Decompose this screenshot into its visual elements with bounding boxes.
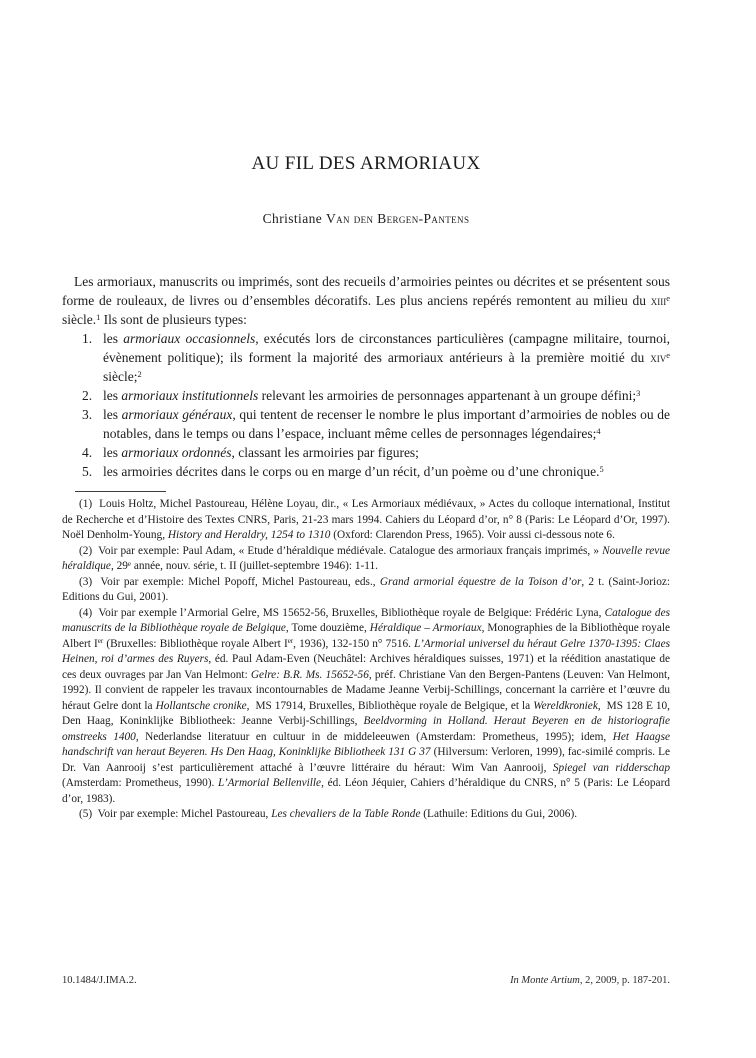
list-item-number: 3. (82, 407, 93, 422)
journal-citation: In Monte Artium, 2, 2009, p. 187-201. (510, 975, 670, 986)
author-name: Christiane Van den Bergen-Pantens (262, 211, 470, 226)
intro-paragraph: Les armoriaux, manuscrits ou imprimés, sont des recueils d’armoiries peintes ou décrites et se présentent sous forme de rouleaux, de livres ou d’ensembles décoratifs. Les plus anciens repérés remontent au milieu du xiii$^e$ siècle.$^1$ Ils sont de plusieurs types: (62, 274, 670, 327)
doi-text: 10.1484/J.IMA.2. (62, 975, 137, 986)
list-item (62, 386, 670, 405)
list-item-text: les armoriaux ordonnés, classant les armoiries par figures; (103, 445, 419, 460)
footnote-separator (75, 491, 166, 492)
list-item (62, 462, 670, 481)
list-item-number: 2. (82, 388, 93, 403)
list-item (62, 443, 670, 462)
list-item-text: les armoriaux occasionnels, exécutés lors de circonstances particulières (campagne militaire, tournoi, évènement politique); ils forment la majorité des armoriaux antérieurs à la première moitié du xiv$^e$ siècle;$^2$ (103, 331, 671, 384)
list-item-text: les armoriaux institutionnels relevant les armoiries de personnages appartenant à un groupe défini;$^3$ (103, 388, 641, 403)
page-title: AU FIL DES ARMORIAUX (251, 153, 481, 174)
footnotes-section (62, 497, 670, 823)
page-footer (62, 975, 670, 986)
article-body (62, 272, 670, 481)
armorial-types-list (62, 329, 670, 481)
list-item-number: 4. (82, 445, 93, 460)
list-item-text: les armoriaux généraux, qui tentent de recenser le nombre le plus important d’armoiries de nobles ou de notables, dans le temps ou dans l’espace, incluant même celles de personnages légendaires;$^4$ (103, 407, 670, 441)
list-item (62, 329, 670, 386)
list-item (62, 405, 670, 443)
footnote-5: (5) Voir par exemple: Michel Pastoureau, Les chevaliers de la Table Ronde (Lathuile: Editions du Gui, 2006). (79, 808, 578, 820)
footnote-3: (3) Voir par exemple: Michel Popoff, Michel Pastoureau, eds., Grand armorial équestre de la Toison d’or, 2 t. (Saint-Jorioz: Editions du Gui, 2001). (62, 575, 670, 603)
list-item-number: 5. (82, 464, 93, 479)
footnote-2: (2) Voir par exemple: Paul Adam, « Etude d’héraldique médiévale. Catalogue des armoriaux français imprimés, » Nouvelle revue héraldique, 29e année, nouv. série, t. II (juillet-septembre 1946): 1-11. (62, 544, 670, 572)
list-item-text: les armoiries décrites dans le corps ou en marge d’un récit, d’un poème ou d’une chronique.$^5$ (103, 464, 604, 479)
footnote-4: (4) Voir par exemple l’Armorial Gelre, MS 15652-56, Bruxelles, Bibliothèque royale de Belgique: Frédéric Lyna, Catalogue des manuscrits de la Bibliothèque royale de Belgique, Tome douzième, Héraldique – Armoriaux, Monographies de la Bibliothèque royale Albert Ier (Bruxelles: Bibliothèque royale Albert Ier, 1936), 132-150 n° 7516. L’Armorial universel du héraut Gelre 1370-1395: Claes Heinen, roi d’armes des Ruyers, éd. Paul Adam-Even (Neuchâtel: Archives héraldiques suisses, 1971) et la réédition anastatique de ces deux ouvrages par Jan Van Helmont: Gelre: B.R. Ms. 15652-56, préf. Christiane Van den Bergen-Pantens (Leuven: Van Helmont, 1992). Il convient de rappeler les travaux incontournables de Madame Jeanne Verbij-Schillings, concernant la carrière et l’œuvre du héraut Gelre dont la Hollantsche cronike, MS 17914, Bruxelles, Bibliothèque royale de Belgique, et la Wereldkroniek, MS 128 E 10, Den Haag, Koninklijke Bibliotheek: Jeanne Verbij-Schillings, Beeldvorming in Holland. Heraut Beyeren en de historiografie omstreeks 1400, Nederlandse literatuur en cultuur in de middeleeuwen (Amsterdam: Prometheus, 1995); idem, Het Haagse handschrift van heraut Beyeren. Hs Den Haag, Koninklijke Bibliotheek 131 G 37 (Hilversum: Verloren, 1999), fac-similé compris. Le Dr. Van Aanrooij s’est particulièrement attaché à l’œuvre littéraire du héraut: Wim Van Aanrooij, Spiegel van ridderschap (Amsterdam: Prometheus, 1990). L’Armorial Bellenville, éd. Léon Jéquier, Cahiers d’héraldique du CNRS, n° 5 (Paris: Le Léopard d’or, 1983). (62, 606, 671, 805)
list-item-number: 1. (82, 331, 93, 346)
footnote-1: (1) Louis Holtz, Michel Pastoureau, Hélène Loyau, dir., « Les Armoriaux médiévaux, » Actes du colloque international, Institut de Recherche et d’Histoire des Textes CNRS, Paris, 21-23 mars 1994. Cahiers du Léopard d’or, n° 8 (Paris: Le Léopard d’Or, 1997). Noël Denholm-Young, History and Heraldry, 1254 to 1310 (Oxford: Clarendon Press, 1965). Voir aussi ci-dessous note 6. (62, 498, 670, 541)
article-content (62, 0, 670, 823)
